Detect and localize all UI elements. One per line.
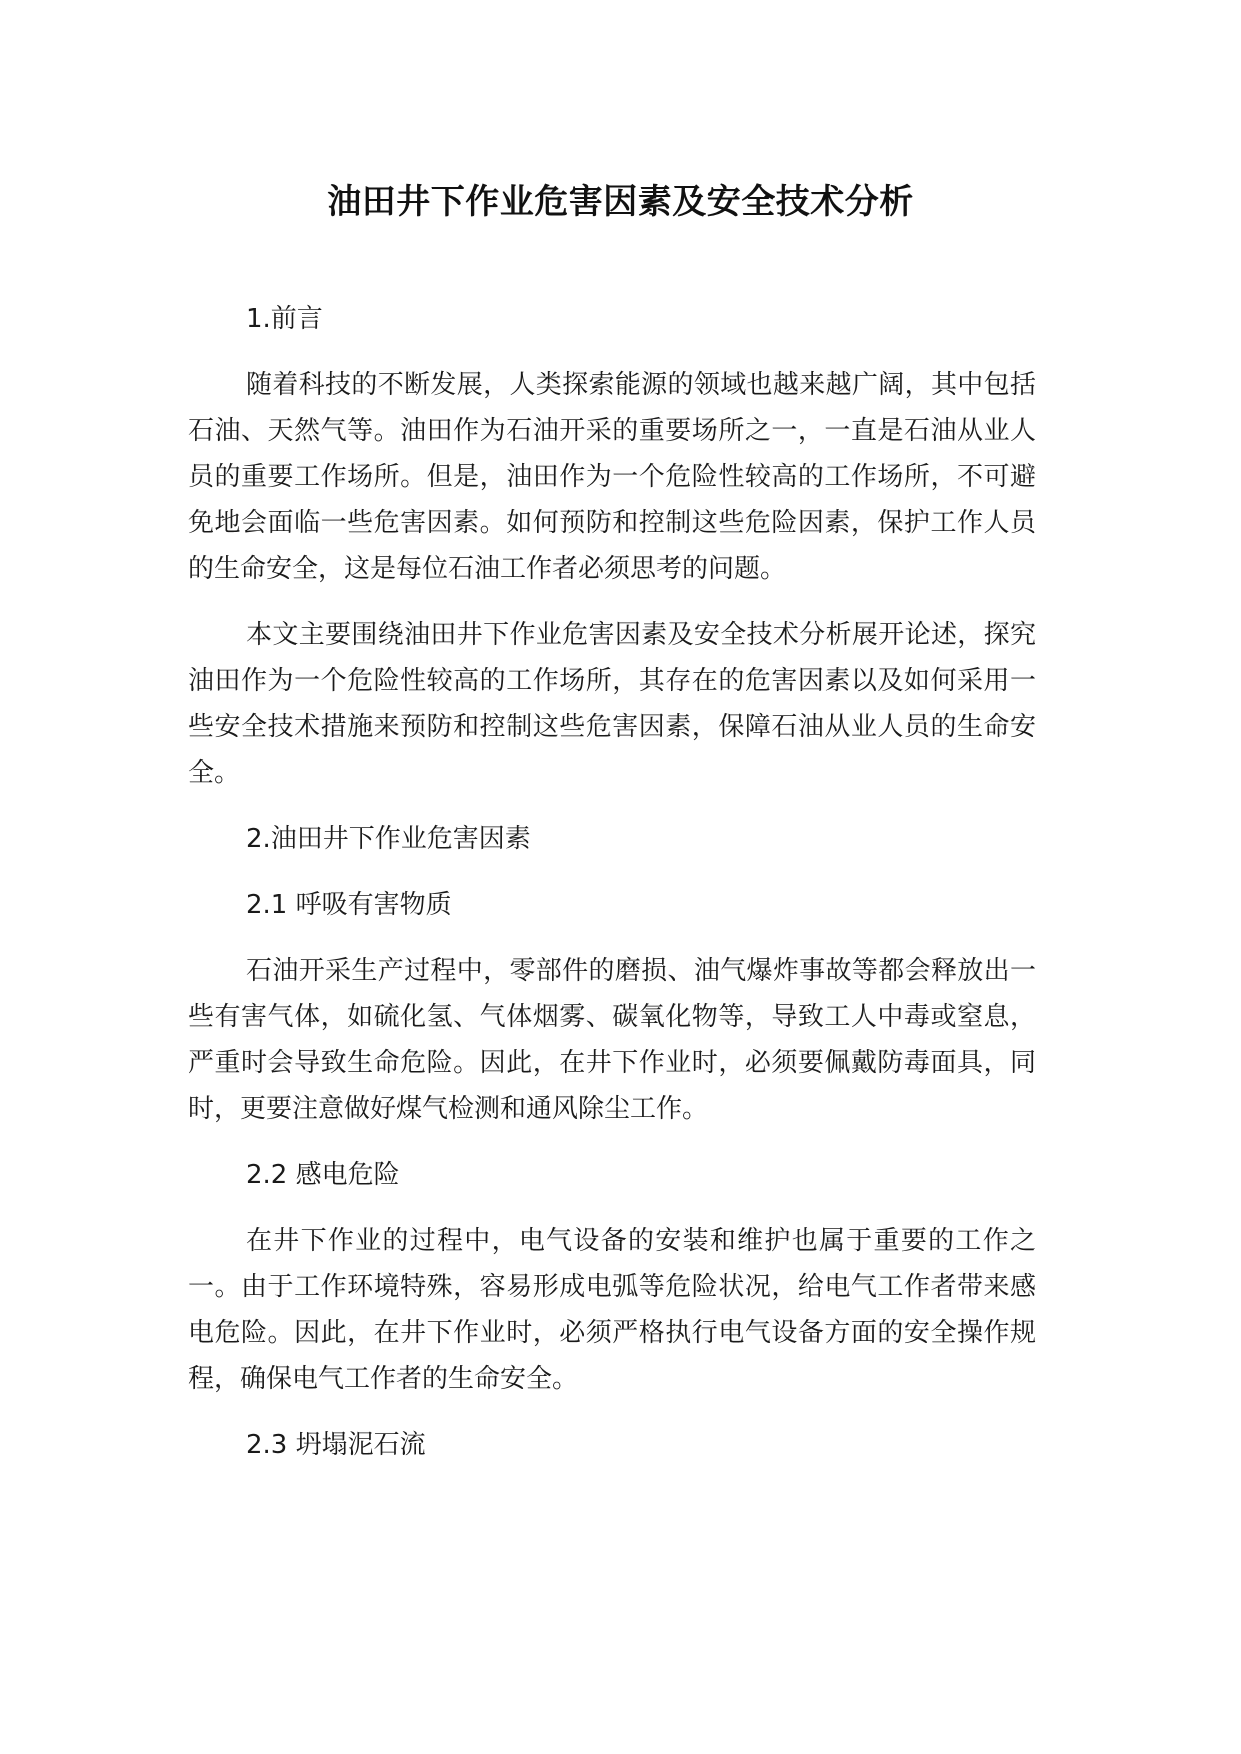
document-title: 油田井下作业危害因素及安全技术分析 [327, 182, 914, 222]
section-heading-hazards: 2.油田井下作业危害因素 [246, 824, 531, 854]
subsection-heading-2-2: 2.2 感电危险 [246, 1160, 400, 1190]
paragraph-2-2: 在井下作业的过程中，电气设备的安装和维护也属于重要的工作之一。由于工作环境特殊，容易形成电弧等危险状况，给电气工作者带来感电危险。因此，在井下作业时，必须严格执行电气设备方面的安全操作规程，确保电气工作者的生命安全。 [188, 1226, 1036, 1394]
paragraph-intro-2: 本文主要围绕油田井下作业危害因素及安全技术分析展开论述，探究油田作为一个危险性较高的工作场所，其存在的危害因素以及如何采用一些安全技术措施来预防和控制这些危害因素，保障石油从业人员的生命安全。 [188, 620, 1036, 788]
paragraph-intro-1: 随着科技的不断发展，人类探索能源的领域也越来越广阔，其中包括石油、天然气等。油田作为石油开采的重要场所之一，一直是石油从业人员的重要工作场所。但是，油田作为一个危险性较高的工作场所，不可避免地会面临一些危害因素。如何预防和控制这些危险因素，保护工作人员的生命安全，这是每位石油工作者必须思考的问题。 [188, 370, 1036, 584]
subsection-heading-2-1: 2.1 呼吸有害物质 [246, 890, 452, 920]
document-body [188, 296, 1036, 1488]
subsection-heading-2-3: 2.3 坍塌泥石流 [246, 1430, 426, 1460]
section-heading-intro: 1.前言 [246, 304, 323, 334]
paragraph-2-1: 石油开采生产过程中，零部件的磨损、油气爆炸事故等都会释放出一些有害气体，如硫化氢、气体烟雾、碳氧化物等，导致工人中毒或窒息，严重时会导致生命危险。因此，在井下作业时，必须要佩戴防毒面具，同时，更要注意做好煤气检测和通风除尘工作。 [188, 956, 1036, 1124]
